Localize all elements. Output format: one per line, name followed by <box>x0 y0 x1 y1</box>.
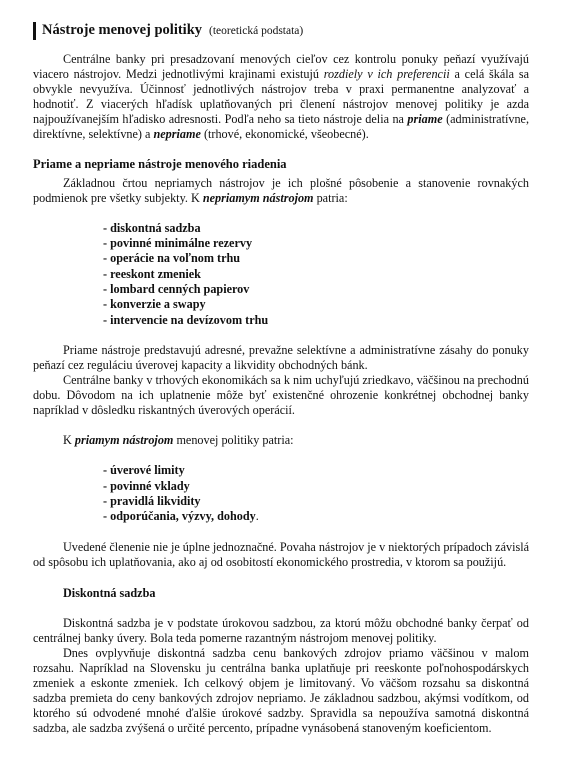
indirect-instruments-list <box>33 221 529 328</box>
section-heading-instruments: Priame a nepriame nástroje menového riadenia <box>33 156 287 171</box>
section-heading-discount-rate: Diskontná sadzba <box>63 585 156 600</box>
discount-rate-paragraph-2: Dnes ovplyvňuje diskontná sadzba cenu bankových zdrojov priamo väčšinou v malom rozsahu. Napríklad na Slovensku ju centrálna banka uplatňuje pri reeskonte poľnohospodárskych zmeniek a eskonte zmeniek. Ich celkový objem je limitovaný. Vo väčšom rozsahu sa diskontná sadzba premieta do ceny bankových zdrojov nepriamo. Je základnou sadzbou, akýmsi vodítkom, od ktorého sú odvodené mnohé ďalšie úrokové sadzby. Spravidla sa nepoužíva samotná diskontná sadzba, ale sadzba zvýšená o určité percento, prípadne vynásobená stanoveným koeficientom. <box>33 645 529 736</box>
term-nepriamym-nastrojom: nepriamym nástrojom <box>202 190 314 205</box>
list-item: - intervencie na devízovom trhu <box>103 312 269 327</box>
direct-intro-text: K <box>63 433 75 448</box>
title-subtitle: (teoretická podstata) <box>209 25 304 37</box>
intro-emphasis: rozdiely v ich preferencii <box>323 67 450 82</box>
list-item: - konverzie a swapy <box>103 297 206 312</box>
list-item: - pravidlá likvidity <box>103 493 201 508</box>
indirect-intro-text: Základnou črtou nepriamych nástrojov je ich plošné pôsobenie a stanovenie rovnakých podmienok pre všetky subjekty. K <box>33 175 529 205</box>
list-end-period: . <box>255 509 259 524</box>
document-title <box>33 22 529 40</box>
list-item: - úverové limity <box>103 463 185 478</box>
indirect-intro-end: patria: <box>313 190 348 205</box>
intro-text-4: (trhové, ekonomické, všeobecné). <box>200 127 369 142</box>
title-main: Nástroje menovej politiky <box>42 22 203 38</box>
list-item: - operácie na voľnom trhu <box>103 251 241 266</box>
direct-intro-end: menovej politiky patria: <box>173 433 294 448</box>
list-item <box>103 509 529 524</box>
term-priame: priame <box>407 112 443 127</box>
list-item: - diskontná sadzba <box>103 220 201 235</box>
document-page <box>33 22 529 737</box>
list-item: - lombard cenných papierov <box>103 281 250 296</box>
term-priamym-nastrojom: priamym nástrojom <box>74 433 174 448</box>
intro-text-2: a celá škála sa obvykle nevyužíva. Účinnosť jednotlivých nástrojov treba v praxi permanentne analyzovať a hodnotiť. Z viacerých hľadísk uplatňovaných pri členení nástrojov menovej politiky je azda najpoužívanejším hľadisko adresnosti. Podľa neho sa tieto nástroje delia na <box>33 67 529 127</box>
classification-note-paragraph: Uvedené členenie nie je úplne jednoznačné. Povaha nástrojov je v niektorých prípadoch závislá od spôsobu ich uplatňovania, ako aj od osobitostí ekonomického prostredia, v ktorom sa použijú. <box>33 539 529 569</box>
indirect-intro-paragraph <box>33 176 529 206</box>
direct-intro-paragraph <box>33 433 529 448</box>
intro-paragraph <box>33 52 529 143</box>
list-item: - reeskont zmeniek <box>103 266 201 281</box>
list-item: - povinné vklady <box>103 478 190 493</box>
direct-instruments-list <box>33 463 529 524</box>
intro-text-3: (administratívne, direktívne, selektívne) a <box>33 112 529 142</box>
list-item: - povinné minimálne rezervy <box>103 236 253 251</box>
intro-text-1: Centrálne banky pri presadzovaní menových cieľov cez kontrolu ponuky peňazí využívajú viacero nástrojov. Medzi jednotlivými krajinami existujú <box>33 52 529 82</box>
discount-rate-paragraph-1: Diskontná sadzba je v podstate úrokovou sadzbou, za ktorú môžu obchodné banky čerpať od centrálnej banky úvery. Bola teda pomerne razantným nástrojom menovej politiky. <box>33 615 529 645</box>
direct-description-paragraph: Priame nástroje predstavujú adresné, prevažne selektívne a administratívne zásahy do ponuky peňazí cez reguláciu úverovej kapacity a likvidity obchodných bánk. <box>33 342 529 372</box>
list-item-text: - odporúčania, výzvy, dohody <box>103 509 256 524</box>
term-nepriame: nepriame <box>153 127 201 142</box>
central-banks-paragraph: Centrálne banky v trhových ekonomikách sa k nim uchyľujú zriedkavo, väčšinou na prechodnú dobu. Dôvodom na ich uplatnenie môže byť existenčné ohrozenie konkrétnej obchodnej banky napríklad v dôsledku riskantných úverových operácií. <box>33 373 529 418</box>
